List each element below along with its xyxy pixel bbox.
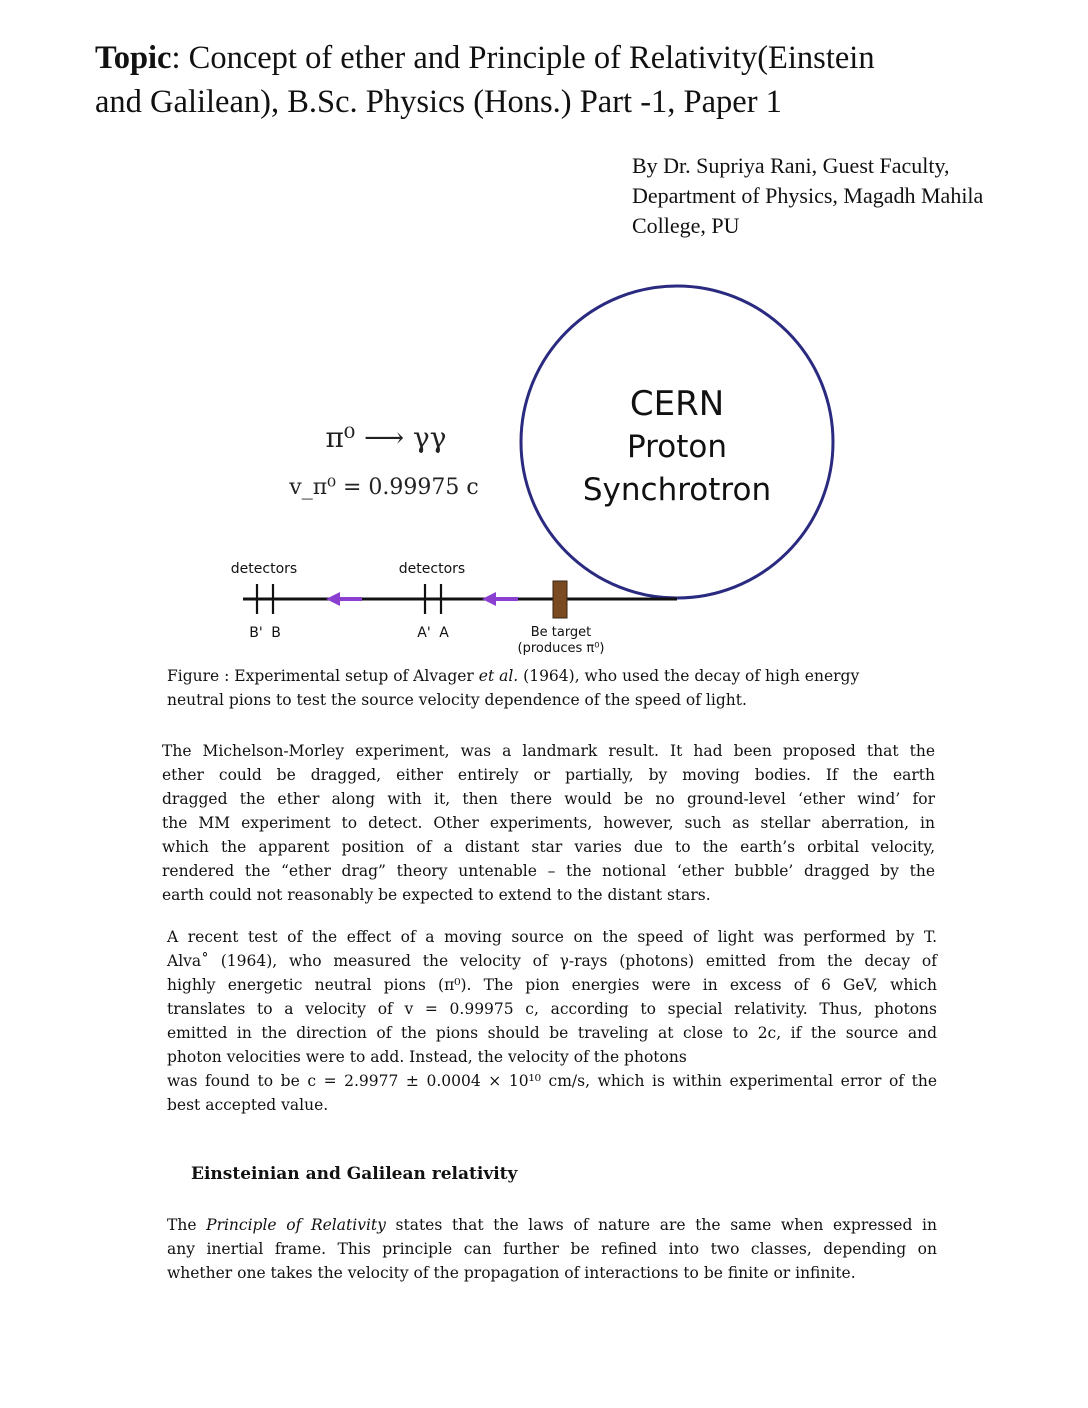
experiment-figure	[0, 0, 1088, 670]
paragraph3-line1-post: states that the laws of nature are the same when expressed in	[385, 1216, 937, 1234]
marker-a-prime: A'	[417, 625, 431, 641]
detector-label-right: detectors	[398, 561, 466, 577]
marker-b-prime: B'	[249, 625, 263, 641]
paragraph3-line: whether one takes the velocity of the propagation of interactions to be finite or infinite.	[167, 1264, 856, 1282]
paragraph2-line: best accepted value.	[167, 1096, 329, 1114]
marker-a: A	[439, 625, 449, 641]
principle-of-relativity-term: Principle of Relativity	[206, 1216, 386, 1234]
paragraph-moving-source-test	[167, 925, 937, 1117]
paragraph2-line: was found to be c = 2.9977 ± 0.0004 × 10¹⁰ cm/s, which is within experimental error of the	[167, 1072, 937, 1090]
target-sublabel: (produces π⁰)	[517, 641, 605, 656]
target-label: Be target	[530, 625, 592, 640]
paragraph2-line: Alva˚ (1964), who measured the velocity of γ-rays (photons) emitted from the decay of	[167, 952, 937, 970]
paragraph-michelson-morley	[162, 739, 935, 907]
paragraph1-line: ether could be dragged, either entirely or partially, by moving bodies. If the earth	[162, 766, 935, 784]
byline-line-3: College, PU	[632, 213, 740, 238]
beam-arrow-left	[326, 592, 362, 606]
be-target	[553, 581, 567, 618]
paragraph1-line: The Michelson-Morley experiment, was a landmark result. It had been proposed that the	[162, 742, 935, 760]
detector-label-left: detectors	[230, 561, 298, 577]
paragraph2-line: translates to a velocity of v = 0.99975 c, according to special relativity. Thus, photons	[167, 1000, 937, 1018]
figure-caption	[167, 664, 927, 712]
paragraph1-line: dragged the ether along with it, then there would be no ground-level ‘ether wind’ for	[162, 790, 935, 808]
paragraph2-line: emitted in the direction of the pions should be traveling at close to 2c, if the source and	[167, 1024, 937, 1042]
paragraph1-line: earth could not reasonably be expected to extend to the distant stars.	[162, 886, 711, 904]
caption-prefix: Figure : Experimental setup of Alvager	[167, 667, 479, 685]
paragraph3-line: any inertial frame. This principle can further be refined into two classes, depending on	[167, 1240, 937, 1258]
title-text: : Concept of ether and Principle of Relativity(Einstein	[171, 40, 875, 76]
caption-line1-rest: (1964), who used the decay of high energy	[518, 667, 860, 685]
paragraph2-line: A recent test of the effect of a moving source on the speed of light was performed by T.	[167, 928, 937, 946]
title-label: Topic	[95, 40, 172, 76]
byline-line-1: By Dr. Supriya Rani, Guest Faculty,	[632, 153, 950, 178]
marker-b: B	[271, 625, 281, 641]
paragraph2-line: highly energetic neutral pions (π⁰). The pion energies were in excess of 6 GeV, which	[167, 976, 937, 994]
paragraph1-line: which the apparent position of a distant star varies due to the earth’s orbital velocity,	[162, 838, 935, 856]
ring-label-cern: CERN	[629, 384, 725, 424]
paragraph2-line: photon velocities were to add. Instead, the velocity of the photons	[167, 1048, 687, 1066]
caption-line-2: neutral pions to test the source velocity dependence of the speed of light.	[167, 691, 747, 709]
section-heading: Einsteinian and Galilean relativity	[191, 1164, 518, 1184]
paragraph1-line: the MM experiment to detect. Other experiments, however, such as stellar aberration, in	[162, 814, 935, 832]
paragraph1-line: rendered the “ether drag” theory untenable – the notional ‘ether bubble’ dragged by the	[162, 862, 935, 880]
paragraph3-line1-pre: The	[167, 1216, 207, 1234]
title-line-2: and Galilean), B.Sc. Physics (Hons.) Part -1, Paper 1	[95, 84, 782, 120]
paragraph-principle-of-relativity	[167, 1213, 937, 1285]
ring-label-proton: Proton	[627, 429, 727, 465]
decay-equation: π⁰ ⟶ γγ	[325, 421, 447, 454]
byline-line-2: Department of Physics, Magadh Mahila	[632, 183, 984, 208]
caption-etal: et al.	[478, 667, 519, 685]
beam-arrow-right	[482, 592, 518, 606]
ring-label-synchrotron: Synchrotron	[582, 472, 772, 508]
velocity-equation: v_π⁰ = 0.99975 c	[289, 475, 479, 500]
